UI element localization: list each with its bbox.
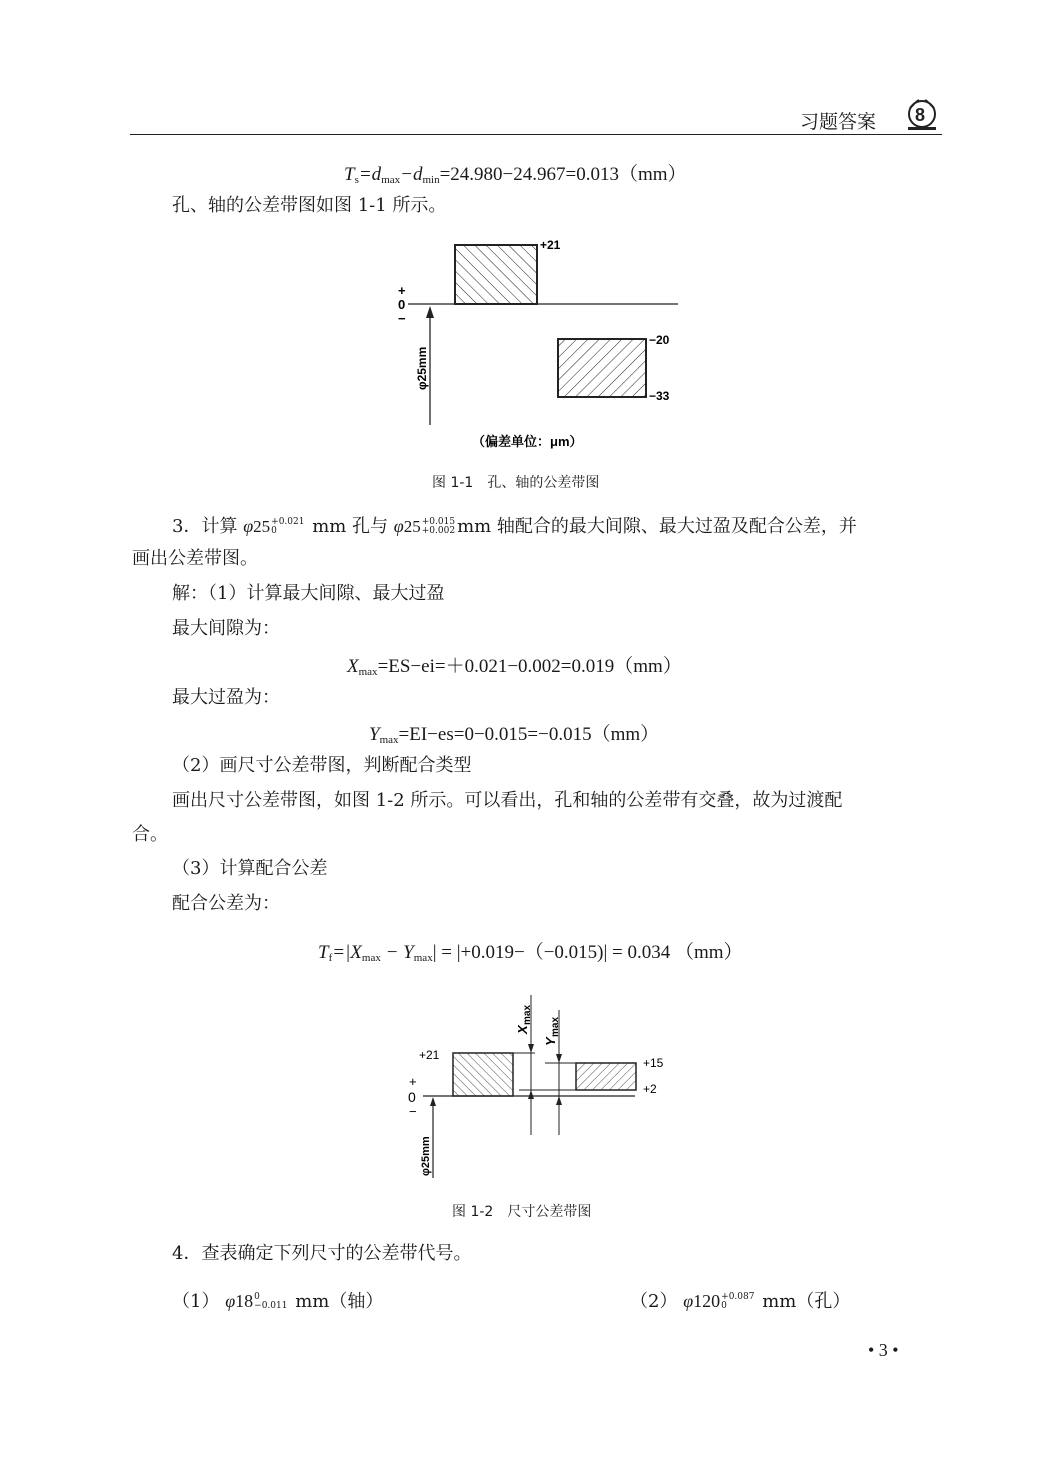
- question-4-item-1: [172, 1289, 383, 1314]
- tol-upper: 0: [254, 1292, 260, 1302]
- publisher-logo-icon: [902, 98, 942, 132]
- xmax-sub: max: [522, 1004, 533, 1025]
- nominal-size-label: φ25mm: [415, 346, 429, 390]
- ts-equation: [344, 159, 687, 186]
- xmax-symbol: X: [515, 1025, 530, 1034]
- nominal-size-label: φ25mm: [420, 1136, 432, 1176]
- max-sub: max: [413, 952, 433, 964]
- arrow-up-icon: [556, 1096, 562, 1105]
- t-symbol: T: [318, 942, 329, 963]
- q3-text-b: mm 孔与: [312, 516, 389, 537]
- phi-symbol: φ: [683, 1291, 694, 1311]
- figure-1-2-caption: 图 1-2 尺寸公差带图: [452, 1204, 592, 1220]
- dmin-sub: min: [422, 174, 440, 186]
- shaft-nominal: 25: [403, 517, 421, 536]
- max-sub: max: [358, 666, 378, 678]
- zero-label: 0: [398, 297, 406, 312]
- solution-step-2-text-2: 合。: [132, 824, 168, 845]
- ts-symbol: T: [344, 164, 355, 185]
- plus-sign: +: [409, 1074, 417, 1089]
- question-3-line-2: 画出公差带图。: [132, 548, 258, 569]
- page-number: • 3 •: [868, 1340, 899, 1360]
- phi-symbol: φ: [393, 516, 404, 536]
- max-clearance-label: 最大间隙为：: [172, 618, 280, 639]
- item-2-nominal: 120: [693, 1291, 721, 1311]
- xmax-rest: =ES−ei=＋0.021−0.002=0.019（mm）: [377, 656, 682, 677]
- hole-upper-deviation: +21: [419, 1048, 440, 1062]
- item-1-number: （1）: [172, 1291, 220, 1312]
- tol-lower: 0: [721, 1301, 727, 1311]
- arrow-down-icon: [528, 1044, 534, 1053]
- tol-lower: +0.002: [421, 526, 456, 536]
- phi-symbol: φ: [243, 516, 254, 536]
- arrow-up-icon: [426, 306, 434, 318]
- running-header-title: 习题答案: [800, 111, 877, 133]
- question-4: 4．查表确定下列尺寸的公差带代号。: [172, 1243, 472, 1264]
- shaft-upper-deviation: +15: [643, 1056, 664, 1070]
- phi-symbol: φ: [225, 1291, 236, 1311]
- shaft-tolerance-zone: [558, 339, 646, 397]
- hole-upper-deviation: +21: [540, 238, 561, 252]
- arrow-up-icon: [528, 1090, 534, 1099]
- item-1-nominal: 18: [235, 1291, 254, 1311]
- arrow-down-icon: [556, 1054, 562, 1063]
- fig11-intro: 孔、轴的公差带图如图 1-1 所示。: [172, 195, 447, 216]
- ymax-rest: =EI−es=0−0.015=−0.015（mm）: [398, 724, 660, 745]
- figure-1-1: [380, 230, 690, 460]
- solution-step-3: （3）计算配合公差: [172, 858, 328, 879]
- tol-upper: +0.087: [721, 1292, 755, 1302]
- arrow-up-icon: [430, 1097, 436, 1106]
- ts-eq: =d: [358, 164, 382, 185]
- minus-sign: −: [398, 311, 406, 326]
- item-1-tolerance: [254, 1293, 287, 1311]
- svg-text:8: 8: [915, 105, 926, 125]
- ymax-symbol: Y: [543, 1037, 558, 1046]
- shaft-upper-deviation: −20: [649, 333, 670, 347]
- q3-text-a: 3．计算: [172, 516, 238, 537]
- tf-equation: [318, 937, 743, 964]
- dmin-d: −d: [400, 164, 423, 185]
- q3-text-c: mm 轴配合的最大间隙、最大过盈及配合公差，并: [457, 516, 857, 537]
- max-interference-label: 最大过盈为：: [172, 687, 280, 708]
- figure-1-2: [395, 990, 685, 1185]
- solution-step-1: 解：（1）计算最大间隙、最大过盈: [172, 583, 445, 604]
- f-sub: f: [328, 952, 333, 964]
- solution-step-2: （2）画尺寸公差带图，判断配合类型: [172, 755, 472, 776]
- item-2-number: （2）: [630, 1291, 678, 1312]
- ts-rest: =24.980−24.967=0.013（mm）: [439, 164, 687, 185]
- plus-sign: +: [398, 283, 406, 298]
- xmax-equation: [347, 651, 682, 678]
- ts-sub: s: [354, 174, 359, 186]
- item-1-unit: mm（轴）: [295, 1291, 384, 1312]
- shaft-tolerance: [422, 518, 455, 536]
- tol-lower: −0.011: [254, 1301, 288, 1311]
- minus-y: − Y: [380, 942, 414, 963]
- tf-rest: | = |+0.019−（−0.015)| = 0.034 （mm）: [432, 942, 743, 963]
- question-4-item-2: [630, 1289, 850, 1314]
- y-symbol: Y: [369, 724, 380, 745]
- solution-step-2-text-1: 画出尺寸公差带图，如图 1-2 所示。可以看出，孔和轴的公差带有交叠，故为过渡配: [172, 790, 843, 811]
- figure-1-1-caption: 图 1-1 孔、轴的公差带图: [432, 475, 600, 491]
- ymax-label: [543, 1017, 561, 1046]
- ymax-equation: [369, 719, 659, 746]
- header-rule: [130, 134, 942, 135]
- deviation-unit-note: （偏差单位：μm）: [472, 434, 583, 449]
- hole-tolerance: [271, 518, 304, 536]
- tol-upper: +0.015: [421, 517, 456, 527]
- ymax-sub: max: [550, 1016, 561, 1037]
- question-3-line-1: [172, 514, 857, 539]
- hole-nominal: 25: [253, 517, 271, 536]
- shaft-tolerance-zone: [576, 1063, 636, 1090]
- item-2-tolerance: [721, 1293, 754, 1311]
- hole-tolerance-zone: [455, 245, 537, 304]
- minus-sign: −: [409, 1104, 417, 1119]
- tol-lower: 0: [271, 526, 277, 536]
- max-sub: max: [379, 734, 399, 746]
- hole-tolerance-zone: [453, 1053, 513, 1096]
- x-symbol: X: [347, 656, 359, 677]
- max-sub: max: [361, 952, 381, 964]
- item-2-unit: mm（孔）: [762, 1291, 851, 1312]
- dmax-sub: max: [381, 174, 401, 186]
- fit-tolerance-label: 配合公差为：: [172, 893, 280, 914]
- zero-label: 0: [408, 1089, 416, 1105]
- tol-upper: +0.021: [271, 517, 305, 527]
- xmax-label: [515, 1005, 533, 1035]
- tf-eq: =|X: [332, 942, 362, 963]
- shaft-lower-deviation: +2: [643, 1082, 657, 1096]
- shaft-lower-deviation: −33: [649, 389, 670, 403]
